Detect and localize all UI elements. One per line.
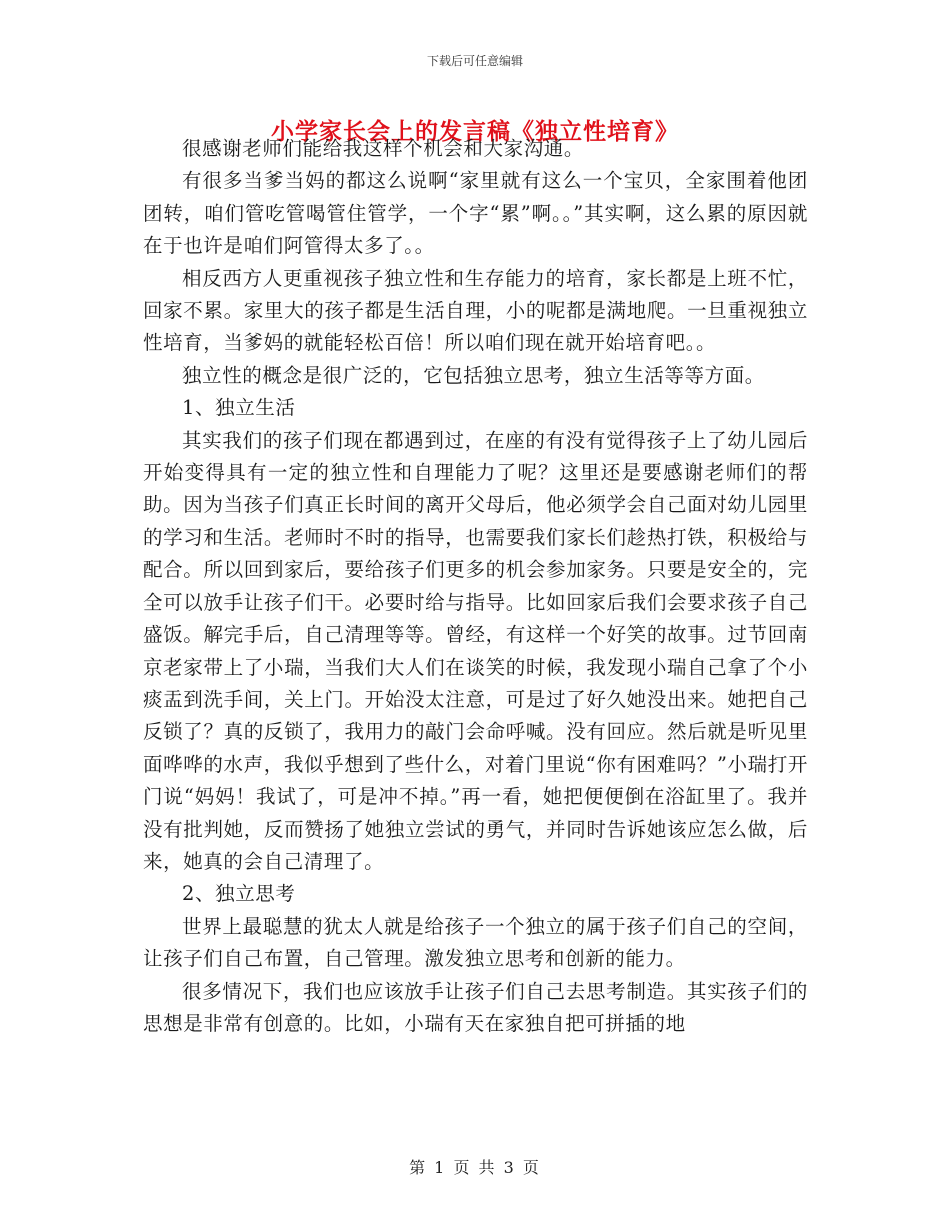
page-footer: 第 1 页 共 3 页: [409, 1158, 541, 1177]
header-note: 下载后可任意编辑: [426, 54, 523, 68]
paragraph: 其实我们的孩子们现在都遇到过，在座的有没有觉得孩子上了幼儿园后开始变得具有一定的独立性和自理能力了呢？这里还是要感谢老师们的帮助。因为当孩子们真正长时间的离开父母后，他必须学会自己面对幼儿园里的学习和生活。老师时不时的指导，也需要我们家长们趁热打铁，积极给与配合。所以回到家后，要给孩子们更多的机会参加家务。只要是安全的，完全可以放手让孩子们干。必要时给与指导。比如回家后我们会要求孩子自己盛饭。解完手后，自己清理等等。曾经，有这样一个好笑的故事。过节回南京老家带上了小瑞，当我们大人们在谈笑的时候，我发现小瑞自己拿了个小痰盂到洗手间，关上门。开始没太注意，可是过了好久她没出来。她把自己反锁了？真的反锁了，我用力的敲门会命呼喊。没有回应。然后就是听见里面哗哗的水声，我似乎想到了些什么，对着门里说“你有困难吗？”小瑞打开门说“妈妈！我试了，可是冲不掉。”再一看，她把便便倒在浴缸里了。我并没有批判她，反而赞扬了她独立尝试的勇气，并同时告诉她该应怎么做，后来，她真的会自己清理了。: [143, 428, 808, 873]
paragraph: 很感谢老师们能给我这样个机会和大家沟通。: [182, 137, 585, 160]
paragraph: 很多情况下，我们也应该放手让孩子们自己去思考制造。其实孩子们的思想是非常有创意的。比如，小瑞有天在家独自把可拼插的地: [143, 979, 808, 1035]
section-heading: 1、独立生活: [182, 396, 296, 420]
document-body: [143, 133, 808, 1040]
paragraph: 相反西方人更重视孩子独立性和生存能力的培育，家长都是上班不忙，回家不累。家里大的孩子都是生活自理，小的呢都是满地爬。一旦重视独立性培育，当爹妈的就能轻松百倍！所以咱们现在就开始培育吧。。: [143, 266, 808, 355]
paragraph: 有很多当爹当妈的都这么说啊“家里就有这么一个宝贝，全家围着他团团转，咱们管吃管喝管住管学，一个字“累”啊。。”其实啊，这么累的原因就在于也许是咱们阿管得太多了。。: [143, 169, 808, 258]
paragraph: 独立性的概念是很广泛的，它包括独立思考，独立生活等等方面。: [182, 363, 765, 387]
paragraph: 世界上最聪慧的犹太人就是给孩子一个独立的属于孩子们自己的空间，让孩子们自己布置，自己管理。激发独立思考和创新的能力。: [143, 914, 808, 971]
section-heading: 2、独立思考: [182, 882, 296, 906]
document-title: 小学家长会上的发言稿《独立性培育》: [271, 118, 679, 145]
